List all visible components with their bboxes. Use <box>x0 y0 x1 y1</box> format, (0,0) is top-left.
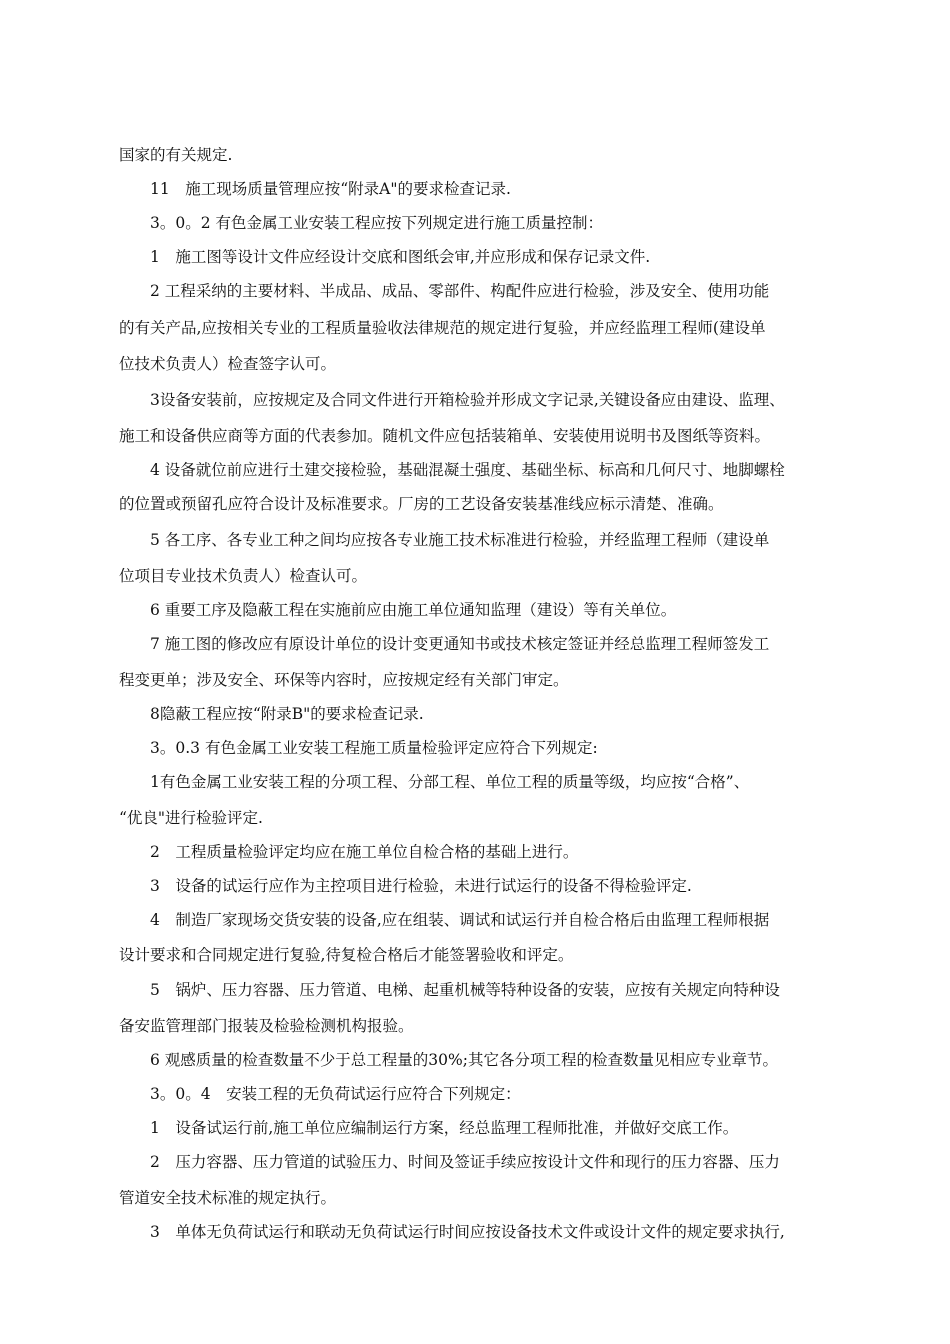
text-line: 1 施工图等设计文件应经设计交底和图纸会审,并应形成和保存记录文件. <box>150 248 651 266</box>
text-line: 设计要求和合同规定进行复验,待复检合格后才能签署验收和评定。 <box>119 946 574 964</box>
text-line: 1 设备试运行前,施工单位应编制运行方案，经总监理工程师批准，并做好交底工作。 <box>150 1119 739 1137</box>
text-line: 3 设备的试运行应作为主控项目进行检验，未进行试运行的设备不得检验评定. <box>150 877 692 895</box>
text-line: 位项目专业技术负责人）检查认可。 <box>119 567 368 585</box>
text-line: “优良"进行检验评定. <box>119 809 263 827</box>
text-line: 6 重要工序及隐蔽工程在实施前应由施工单位通知监理（建设）等有关单位。 <box>150 601 677 619</box>
text-line: 5 各工序、各专业工种之间均应按各专业施工技术标准进行检验，并经监理工程师（建设单 <box>150 531 770 549</box>
text-line: 8隐蔽工程应按“附录B"的要求检查记录. <box>150 705 424 723</box>
text-line: 程变更单；涉及安全、环保等内容时，应按规定经有关部门审定。 <box>119 671 569 689</box>
text-line: 11 施工现场质量管理应按“附录A"的要求检查记录. <box>150 180 511 198</box>
text-line: 3设备安装前，应按规定及合同文件进行开箱检验并形成文字记录,关键设备应由建设、监理、 <box>150 391 785 409</box>
text-line: 2 工程质量检验评定均应在施工单位自检合格的基础上进行。 <box>150 843 579 861</box>
text-line: 1有色金属工业安装工程的分项工程、分部工程、单位工程的质量等级，均应按“合格”、 <box>150 773 750 791</box>
text-line: 3。0。2 有色金属工业安装工程应按下列规定进行施工质量控制： <box>150 214 604 232</box>
text-line: 4 设备就位前应进行土建交接检验，基础混凝土强度、基础坐标、标高和几何尺寸、地脚螺栓 <box>150 461 785 479</box>
text-line: 3。0.3 有色金属工业安装工程施工质量检验评定应符合下列规定: <box>150 739 598 757</box>
text-line: 管道安全技术标准的规定执行。 <box>119 1189 337 1207</box>
text-line: 备安监管理部门报装及检验检测机构报验。 <box>119 1017 414 1035</box>
text-line: 施工和设备供应商等方面的代表参加。随机文件应包括装箱单、安装使用说明书及图纸等资料。 <box>119 427 771 445</box>
text-line: 4 制造厂家现场交货安装的设备,应在组装、调试和试运行并自检合格后由监理工程师根据 <box>150 911 770 929</box>
text-line: 3 单体无负荷试运行和联动无负荷试运行时间应按设备技术文件或设计文件的规定要求执行, <box>150 1223 785 1241</box>
text-line: 的有关产品,应按相关专业的工程质量验收法律规范的规定进行复验，并应经监理工程师(建设单 <box>119 319 766 337</box>
text-line: 5 锅炉、压力容器、压力管道、电梯、起重机械等特种设备的安装，应按有关规定向特种设 <box>150 981 780 999</box>
text-line: 6 观感质量的检查数量不少于总工程量的30%;其它各分项工程的检查数量见相应专业章节。 <box>150 1051 778 1069</box>
text-line: 2 工程采纳的主要材料、半成品、成品、零部件、构配件应进行检验，涉及安全、使用功能 <box>150 282 770 300</box>
text-line: 位技术负责人）检查签字认可。 <box>119 355 337 373</box>
text-line: 2 压力容器、压力管道的试验压力、时间及签证手续应按设计文件和现行的压力容器、压力 <box>150 1153 780 1171</box>
text-line: 7 施工图的修改应有原设计单位的设计变更通知书或技术核定签证并经总监理工程师签发工 <box>150 635 770 653</box>
text-line: 的位置或预留孔应符合设计及标准要求。厂房的工艺设备安装基准线应标示清楚、准确。 <box>119 495 724 513</box>
text-line: 3。0。4 安装工程的无负荷试运行应符合下列规定： <box>150 1085 521 1103</box>
text-line: 国家的有关规定. <box>119 146 233 164</box>
